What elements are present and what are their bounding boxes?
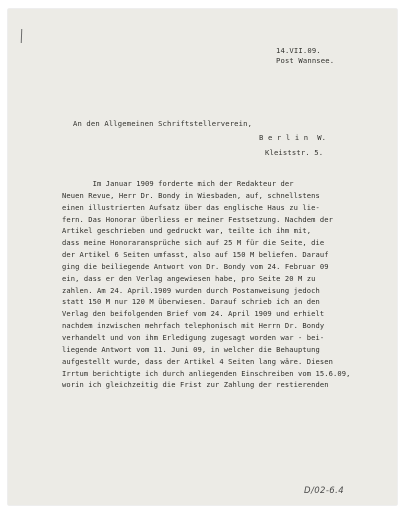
body-line: der Artikel 6 Seiten umfasst, also auf 150 M beliefen. Darauf [62, 250, 329, 260]
archive-number: D/02-6.4 [304, 486, 345, 496]
body-line: zahlen. Am 24. April.1909 wurden durch Postanweisung jedoch [62, 285, 320, 295]
body-line: fern. Das Honorar überliess er meiner Festsetzung. Nachdem der [62, 214, 333, 224]
body-line: Artikel geschrieben und gedruckt war, teilte ich ihm mit, [62, 226, 312, 236]
body-line: Irrtum berichtigte ich durch anliegenden Einschreiben vom 15.6.09, [62, 368, 351, 378]
body-line: aufgestellt wurde, dass der Artikel 4 Seiten lang wäre. Diesen [62, 356, 333, 366]
letter-sheet [8, 9, 397, 505]
body-line: ging die beiliegende Antwort von Dr. Bondy vom 24. Februar 09 [62, 261, 329, 271]
body-line: einen illustrierten Aufsatz über das englische Haus zu lie- [62, 202, 320, 212]
recipient-city: B e r l i n W. [259, 133, 327, 142]
body-line: nachdem inzwischen mehrfach telephonisch mit Herrn Dr. Bondy [62, 321, 325, 331]
letter-place: Post Wannsee. [276, 56, 335, 65]
body-line: Neuen Revue, Herr Dr. Bondy in Wiesbaden, auf, schnellstens [62, 190, 320, 200]
letter-body [62, 178, 384, 391]
body-line: Verlag den beifolgenden Brief vom 24. April 1909 und erhielt [62, 309, 325, 319]
recipient-line: An den Allgemeinen Schriftstellerverein, [73, 119, 253, 128]
body-line: verhandelt und von ihm Erledigung zugesagt worden war - bei- [62, 332, 325, 342]
body-line: statt 150 M nur 120 M überwiesen. Darauf schrieb ich an den [62, 297, 320, 307]
recipient-street: Kleiststr. 5. [265, 148, 324, 157]
body-line: ein, dass er den Verlag angewiesen habe, pro Seite 20 M zu [62, 273, 316, 283]
body-line: liegende Antwort vom 11. Juni 09, in welcher die Behauptung [62, 344, 320, 354]
body-line: dass meine Honoraransprüche sich auf 25 M für die Seite, die [62, 238, 325, 248]
body-line: worin ich gleichzeitig die Frist zur Zahlung der restierenden [62, 380, 329, 390]
letter-date: 14.VII.09. [276, 46, 321, 55]
body-line: Im Januar 1909 forderte mich der Redakteur der [62, 179, 294, 188]
pencil-mark [21, 29, 22, 43]
